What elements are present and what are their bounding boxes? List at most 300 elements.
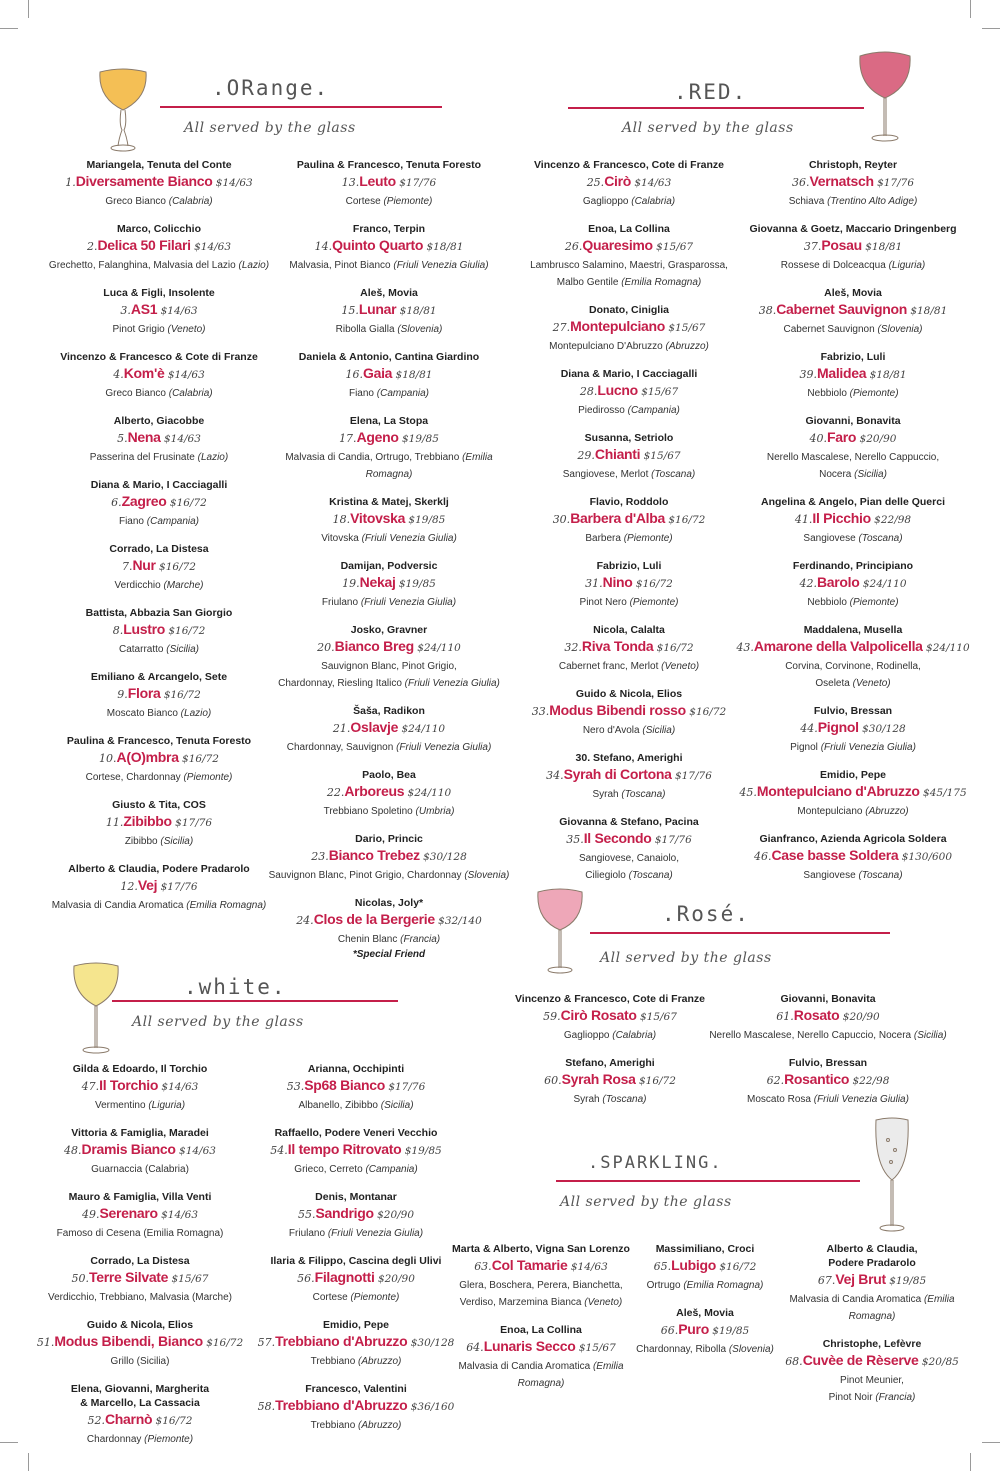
wine-line — [728, 236, 978, 257]
grape-list: Albanello, Zibibbo — [298, 1100, 378, 1111]
red-section-title: .RED. — [674, 80, 748, 104]
producer-name: Guido & Nicola, Elios — [575, 688, 683, 700]
wine-name: Il Secondo — [583, 830, 652, 846]
wine-price: $24/110 — [926, 642, 970, 654]
wine-column-red-2 — [728, 158, 978, 896]
wine-entry — [268, 704, 510, 756]
producer-name: Franco, Terpin — [352, 223, 426, 235]
wine-entry — [782, 1242, 962, 1325]
wine-entry — [782, 1337, 962, 1406]
wine-line — [20, 1410, 260, 1431]
grape-list: Malvasia di Candia, Ortrugo, Trebbiano — [285, 452, 460, 463]
wine-region: (Campania) — [365, 1164, 418, 1175]
wine-entry — [38, 286, 280, 338]
producer-name: Luca & Figli, Insolente — [103, 287, 215, 299]
producer-name: Maddalena, Musella — [803, 624, 903, 636]
wine-entry — [268, 286, 510, 338]
wine-number: 3. — [120, 304, 131, 317]
grape-list: Gaglioppo — [582, 196, 629, 207]
producer-name: Susanna, Setriolo — [584, 432, 674, 444]
producer-name: Fabrizio, Luli — [596, 560, 662, 572]
grape-varieties — [20, 1097, 260, 1114]
wine-price: $17/76 — [654, 834, 692, 846]
wine-number: 53. — [286, 1080, 305, 1093]
wine-price: $16/72 — [656, 642, 694, 654]
wine-number: 41. — [794, 513, 813, 526]
crop-mark — [970, 1453, 971, 1471]
wine-line — [20, 1204, 260, 1225]
wine-name: Il tempo Ritrovato — [287, 1141, 402, 1157]
wine-price: $24/110 — [401, 723, 446, 735]
crop-mark — [982, 28, 1000, 29]
wine-price: $130/600 — [901, 851, 953, 863]
producer-name: Alberto, Giacobbe — [113, 415, 205, 427]
wine-price: $16/72 — [182, 753, 219, 765]
grape-varieties — [728, 803, 978, 820]
wine-price: $15/67 — [578, 1342, 616, 1354]
wine-name: Syrah di Cortona — [563, 766, 672, 782]
grape-list: Glera, Boschera, Perera, Bianchetta, — [459, 1280, 623, 1291]
wine-price: $45/175 — [923, 787, 967, 799]
grape-list: Pinot Meunier, — [840, 1375, 904, 1386]
producer-name: Šaša, Radikon — [353, 705, 425, 717]
wine-price: $32/140 — [438, 915, 482, 927]
grape-list: Grieco, Cerreto — [294, 1164, 363, 1175]
wine-price: $14/63 — [215, 177, 253, 189]
wine-price: $18/81 — [869, 369, 907, 381]
grape-varieties — [38, 449, 280, 466]
wine-region: (Toscana) — [858, 870, 903, 881]
wine-line — [268, 172, 510, 193]
wine-name: Nekaj — [359, 574, 396, 590]
wine-number: 56. — [297, 1272, 315, 1285]
wine-price: $22/98 — [874, 514, 912, 526]
grape-varieties — [38, 641, 280, 658]
wine-price: $17/76 — [175, 817, 213, 829]
wine-line — [268, 846, 510, 867]
producer-name: Ferdinando, Principiano — [792, 560, 914, 572]
grape-list: Barbera — [585, 533, 621, 544]
producer-name: Donato, Ciniglia — [589, 304, 669, 316]
wine-line — [20, 1332, 260, 1353]
wine-line — [508, 829, 750, 850]
wine-region: (Toscana) — [858, 533, 903, 544]
producer-name: Giovanna & Stefano, Pacina — [559, 816, 699, 828]
grape-list: Montepulciano D'Abruzzo — [549, 341, 663, 352]
grape-varieties — [480, 1091, 740, 1108]
grape-list: Schiava — [788, 196, 825, 207]
wine-line — [236, 1268, 476, 1289]
wine-line — [782, 1351, 962, 1372]
wine-number: 23. — [311, 850, 329, 863]
producer-name: Gilda & Edoardo, Il Torchio — [72, 1063, 208, 1075]
orange-section-subtitle: All served by the glass — [184, 120, 356, 136]
wine-region: (Slovenia) — [464, 870, 510, 881]
grape-list: Sauvignon Blanc, Pinot Grigio, — [321, 661, 457, 672]
wine-region: (Emilia Romagna) — [621, 277, 702, 288]
wine-price: $20/85 — [921, 1356, 959, 1368]
grape-varieties — [268, 658, 510, 675]
grape-list: Trebbiano Spoletino — [323, 806, 413, 817]
wine-region: (Francia) — [875, 1392, 916, 1403]
wine-entry — [38, 414, 280, 466]
white-section-rule — [112, 1000, 398, 1002]
wine-entry — [728, 623, 978, 692]
wine-price: $19/85 — [889, 1275, 927, 1287]
wine-region: (Abruzzo) — [665, 341, 709, 352]
wine-region: (Piemonte) — [849, 388, 899, 399]
wine-number: 1. — [65, 176, 76, 189]
wine-region: (Veneto) — [167, 324, 206, 335]
grape-varieties — [782, 1291, 962, 1325]
producer-name: Paulina & Francesco, Tenuta Foresto — [296, 159, 482, 171]
wine-line — [508, 573, 750, 594]
wine-line — [782, 1270, 962, 1291]
wine-number: 28. — [579, 385, 598, 398]
grape-list: Verdicchio, Trebbiano, Malvasia (Marche) — [48, 1292, 232, 1303]
grape-varieties — [728, 193, 978, 210]
wine-price: $16/72 — [635, 578, 673, 590]
wine-name: Lubigo — [671, 1257, 717, 1273]
producer-name: Alberto & Claudia, Podere Pradarolo — [826, 1243, 918, 1269]
wine-line — [38, 748, 280, 769]
grape-varieties — [508, 530, 750, 547]
wine-line — [236, 1204, 476, 1225]
wine-region: (Friuli Venezia Giulia) — [404, 678, 500, 689]
wine-name: Serenaro — [99, 1205, 158, 1221]
grape-varieties — [268, 594, 510, 611]
sparkling-section-rule — [556, 1180, 860, 1182]
wine-entry — [38, 350, 280, 402]
red-section-rule — [568, 107, 864, 109]
wine-entry — [268, 768, 510, 820]
grape-varieties — [508, 594, 750, 611]
grape-list: Vitovska — [321, 533, 359, 544]
wine-entry — [38, 222, 280, 274]
wine-column-white-1 — [20, 1062, 260, 1460]
wine-name: Posau — [821, 237, 862, 253]
grape-varieties — [236, 1353, 476, 1370]
grape-varieties — [728, 658, 978, 675]
wine-entry — [630, 1242, 780, 1294]
wine-region: (Abruzzo) — [358, 1356, 402, 1367]
wine-price: $18/81 — [865, 241, 903, 253]
crop-mark — [0, 28, 18, 29]
wine-line — [728, 509, 978, 530]
wine-region: (Friuli Venezia Giulia) — [813, 1094, 909, 1105]
grape-varieties — [480, 1027, 740, 1044]
grape-varieties — [728, 466, 978, 483]
wine-column-sparkling-2 — [630, 1242, 780, 1370]
wine-region: (Toscana) — [602, 1094, 647, 1105]
wine-name: Ageno — [356, 429, 399, 445]
wine-entry — [728, 414, 978, 483]
grape-list: Pignol — [790, 742, 818, 753]
grape-varieties — [268, 803, 510, 820]
wine-line — [20, 1076, 260, 1097]
producer-name: Gianfranco, Azienda Agricola Soldera — [759, 833, 947, 845]
grape-list: Passerina del Frusinate — [89, 452, 195, 463]
wine-region: (Veneto) — [852, 678, 891, 689]
wine-number: 27. — [552, 321, 571, 334]
wine-price: $14/63 — [161, 1081, 199, 1093]
wine-entry — [20, 1382, 260, 1448]
producer-name: Mariangela, Tenuta del Conte — [86, 159, 232, 171]
wine-entry — [508, 367, 750, 419]
wine-number: 45. — [739, 786, 757, 799]
grape-list: Syrah — [573, 1094, 600, 1105]
wine-entry — [508, 222, 750, 291]
wine-entry — [268, 832, 510, 884]
wine-price: $17/76 — [160, 881, 198, 893]
wine-column-red-1 — [508, 158, 750, 896]
grape-list: Malvasia di Candia Aromatica — [458, 1361, 591, 1372]
wine-price: $19/85 — [401, 433, 439, 445]
grape-list: Fiano — [348, 388, 374, 399]
wine-number: 17. — [339, 432, 357, 445]
grape-varieties — [268, 321, 510, 338]
wine-line — [268, 428, 510, 449]
wine-number: 19. — [342, 577, 360, 590]
wine-entry — [20, 1254, 260, 1306]
wine-price: $19/85 — [712, 1325, 750, 1337]
wine-name: Montepulciano — [570, 318, 666, 334]
wine-name: Nur — [132, 557, 156, 573]
wine-line — [236, 1140, 476, 1161]
wine-number: 62. — [766, 1074, 785, 1087]
wine-region: (Campania) — [627, 405, 680, 416]
grape-list: Sangiovese — [803, 870, 856, 881]
wine-number: 29. — [577, 449, 595, 462]
wine-entry — [268, 414, 510, 483]
wine-line — [480, 1070, 740, 1091]
crop-mark — [28, 0, 29, 18]
wine-line — [508, 701, 750, 722]
wine-number: 8. — [112, 624, 124, 637]
wine-entry — [446, 1242, 636, 1311]
wine-number: 22. — [326, 786, 345, 799]
grape-list: Grechetto, Falanghina, Malvasia del Lazio — [48, 260, 236, 271]
wine-price: $15/67 — [641, 386, 679, 398]
wine-name: Rosato — [793, 1007, 840, 1023]
grape-varieties — [728, 867, 978, 884]
wine-entry — [38, 798, 280, 850]
wine-price: $16/72 — [155, 1415, 193, 1427]
wine-number: 7. — [121, 560, 133, 573]
grape-list: Zibibbo — [124, 836, 158, 847]
wine-region: (Emilia Romagna) — [365, 452, 493, 480]
grape-varieties — [38, 321, 280, 338]
wine-number: 13. — [341, 176, 360, 189]
grape-varieties — [38, 193, 280, 210]
wine-price: $36/160 — [410, 1401, 455, 1413]
wine-region: (Trentino Alto Adige) — [827, 196, 918, 207]
wine-name: Diversamente Bianco — [75, 173, 213, 189]
wine-entry — [236, 1318, 476, 1370]
producer-name: Christoph, Reyter — [808, 159, 898, 171]
wine-region: (Slovenia) — [728, 1344, 774, 1355]
white-section-subtitle: All served by the glass — [132, 1014, 304, 1030]
wine-line — [38, 172, 280, 193]
producer-name: Vincenzo & Francesco & Cote di Franze — [60, 351, 258, 363]
wine-region: (Sicilia) — [913, 1030, 947, 1041]
wine-name: Arboreus — [344, 783, 405, 799]
wine-line — [706, 1070, 950, 1091]
wine-region: (Friuli Venezia Giulia) — [820, 742, 916, 753]
wine-number: 60. — [544, 1074, 562, 1087]
wine-region: (Friuli Venezia Giulia) — [396, 742, 492, 753]
wine-region: (Veneto) — [584, 1297, 623, 1308]
wine-entry — [728, 222, 978, 274]
grape-list: Malvasia di Candia Aromatica — [51, 900, 184, 911]
red-wine-glass-icon — [850, 40, 920, 150]
wine-number: 33. — [531, 705, 550, 718]
grape-list: Chenin Blanc — [337, 934, 398, 945]
producer-name: Kristina & Matej, Skerklj — [329, 496, 449, 508]
wine-name: Puro — [678, 1321, 709, 1337]
producer-name: Ilaria & Filippo, Cascina degli Ulivi — [270, 1255, 442, 1267]
wine-name: Cirò Rosato — [560, 1007, 637, 1023]
producer-name: Raffaello, Podere Veneri Vecchio — [274, 1127, 438, 1139]
wine-region: (Lazio) — [238, 260, 270, 271]
wine-line — [508, 637, 750, 658]
grape-varieties — [236, 1225, 476, 1242]
wine-region: (Piemonte) — [144, 1434, 194, 1445]
grape-varieties — [268, 675, 510, 692]
producer-name: Damijan, Podversic — [340, 560, 438, 572]
wine-name: A(O)mbra — [116, 749, 179, 765]
wine-entry — [20, 1318, 260, 1370]
wine-column-orange-2 — [268, 158, 510, 973]
grape-list: Chardonnay, Ribolla — [636, 1344, 727, 1355]
grape-list: Nebbiolo — [807, 388, 847, 399]
grape-varieties — [508, 722, 750, 739]
wine-number: 30. — [552, 513, 571, 526]
grape-varieties — [728, 449, 978, 466]
wine-name: Il Torchio — [99, 1077, 159, 1093]
wine-line — [20, 1140, 260, 1161]
grape-varieties — [706, 1091, 950, 1108]
wine-number: 66. — [660, 1324, 679, 1337]
grape-varieties — [38, 513, 280, 530]
grape-list: Malbo Gentile — [556, 277, 619, 288]
grape-varieties — [38, 385, 280, 402]
grape-list: Catarratto — [118, 644, 164, 655]
wine-column-orange-1 — [38, 158, 280, 926]
wine-region: (Calabria) — [168, 388, 213, 399]
grape-varieties — [728, 530, 978, 547]
wine-price: $20/90 — [842, 1011, 880, 1023]
wine-name: Montepulciano d'Abruzzo — [756, 783, 920, 799]
wine-line — [728, 573, 978, 594]
wine-number: 25. — [586, 176, 605, 189]
wine-number: 44. — [800, 722, 818, 735]
wine-region: (Slovenia) — [397, 324, 443, 335]
wine-number: 18. — [332, 513, 351, 526]
wine-price: $24/110 — [862, 578, 907, 590]
rose-section-title: .Rosé. — [662, 902, 750, 926]
wine-region: (Sicilia) — [166, 644, 200, 655]
white-section-title: .white. — [184, 975, 287, 999]
wine-line — [268, 718, 510, 739]
grape-varieties — [508, 274, 750, 291]
wine-column-rose-2 — [706, 992, 950, 1120]
wine-number: 11. — [105, 816, 124, 829]
grape-varieties — [38, 705, 280, 722]
grape-list: Chardonnay, Sauvignon — [286, 742, 394, 753]
wine-price: $15/67 — [668, 322, 706, 334]
wine-name: Bianco Breg — [334, 638, 414, 654]
wine-line — [38, 236, 280, 257]
producer-name: Corrado, La Distesa — [90, 1255, 190, 1267]
wine-entry — [728, 495, 978, 547]
wine-name: Quaresimo — [582, 237, 653, 253]
crop-mark — [0, 1442, 18, 1443]
wine-line — [268, 236, 510, 257]
wine-price: $14/63 — [160, 305, 198, 317]
grape-varieties — [508, 466, 750, 483]
wine-region: (Calabria) — [168, 196, 213, 207]
grape-list: Lambrusco Salamino, Maestri, Grasparossa, — [530, 260, 728, 271]
wine-entry — [236, 1254, 476, 1306]
wine-price: $14/63 — [163, 433, 201, 445]
producer-name: Enoa, La Collina — [588, 223, 670, 235]
wine-number: 31. — [585, 577, 603, 590]
wine-region: (Sicilia) — [160, 836, 194, 847]
wine-line — [728, 846, 978, 867]
wine-entry — [236, 1382, 476, 1434]
wine-line — [630, 1320, 780, 1341]
wine-region: (Abruzzo) — [865, 806, 909, 817]
grape-varieties — [728, 321, 978, 338]
wine-region: (Toscana) — [651, 469, 696, 480]
wine-line — [268, 573, 510, 594]
wine-price: $17/76 — [674, 770, 712, 782]
grape-varieties — [236, 1289, 476, 1306]
grape-list: Gaglioppo — [563, 1030, 610, 1041]
grape-list: Cortese, Chardonnay — [85, 772, 181, 783]
wine-price: $17/76 — [877, 177, 915, 189]
wine-region: (Piemonte) — [623, 533, 673, 544]
sparkling-section-subtitle: All served by the glass — [560, 1194, 732, 1210]
wine-line — [20, 1268, 260, 1289]
producer-name: Aleš, Movia — [676, 1307, 734, 1319]
producer-name: Daniela & Antonio, Cantina Giardino — [298, 351, 480, 363]
grape-list: Cabernet franc, Merlot — [558, 661, 659, 672]
producer-name: Fulvio, Bressan — [813, 705, 893, 717]
grape-varieties — [268, 739, 510, 756]
wine-number: 12. — [120, 880, 138, 893]
wine-entry — [728, 286, 978, 338]
orange-section-title: .ORange. — [212, 76, 330, 100]
grape-varieties — [728, 675, 978, 692]
wine-price: $24/110 — [417, 642, 461, 654]
wine-entry — [268, 222, 510, 274]
wine-price: $17/76 — [388, 1081, 426, 1093]
wine-line — [236, 1076, 476, 1097]
wine-line — [236, 1396, 476, 1417]
producer-name: Francesco, Valentini — [305, 1383, 407, 1395]
wine-name: AS1 — [130, 301, 158, 317]
wine-line — [508, 509, 750, 530]
wine-entry — [236, 1126, 476, 1178]
wine-name: Nino — [602, 574, 633, 590]
producer-name: Giovanna & Goetz, Maccario Dringenberg — [749, 223, 957, 235]
wine-number: 47. — [81, 1080, 100, 1093]
wine-price: $15/67 — [639, 1011, 677, 1023]
wine-column-sparkling-3 — [782, 1242, 962, 1418]
producer-name: Emiliano & Arcangelo, Sete — [90, 671, 228, 683]
